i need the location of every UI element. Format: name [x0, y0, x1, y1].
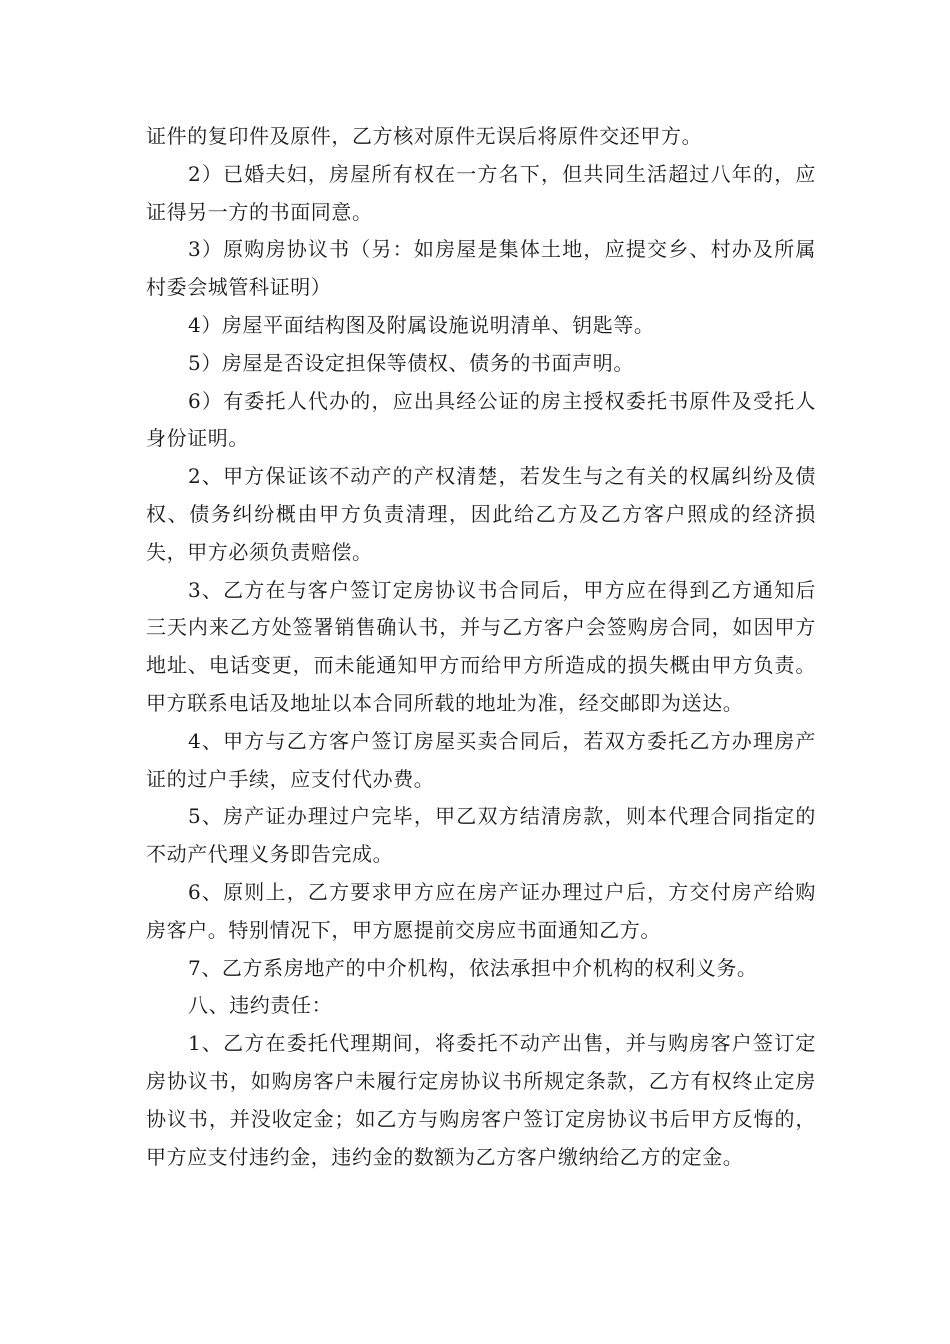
paragraph: 3、乙方在与客户签订定房协议书合同后，甲方应在得到乙方通知后三天内来乙方处签署销售确认书，并与乙方客户会签购房合同，如因甲方地址、电话变更，而未能通知甲方而给甲方所造成的损失概由甲方负责。甲方联系电话及地址以本合同所载的地址为准，经交邮即为送达。 [146, 577, 816, 715]
paragraph: 5）房屋是否设定担保等债权、债务的书面声明。 [188, 350, 634, 375]
paragraph: 3）原购房协议书（另：如房屋是集体土地，应提交乡、村办及所属村委会城管科证明） [146, 237, 816, 300]
paragraph: 4、甲方与乙方客户签订房屋买卖合同后，若双方委托乙方办理房产证的过户手续，应支付代办费。 [146, 728, 816, 791]
document-body [146, 118, 816, 1176]
paragraph: 2、甲方保证该不动产的产权清楚，若发生与之有关的权属纠纷及债权、债务纠纷概由甲方负责清理，因此给乙方及乙方客户照成的经济损失，甲方必须负责赔偿。 [146, 464, 816, 564]
paragraph: 6、原则上，乙方要求甲方应在房产证办理过户后，方交付房产给购房客户。特别情况下，甲方愿提前交房应书面通知乙方。 [146, 879, 816, 942]
paragraph: 5、房产证办理过户完毕，甲乙双方结清房款，则本代理合同指定的不动产代理义务即告完成。 [146, 804, 816, 867]
paragraph: 2）已婚夫妇，房屋所有权在一方名下，但共同生活超过八年的，应证得另一方的书面同意。 [146, 161, 816, 224]
paragraph: 证件的复印件及原件，乙方核对原件无误后将原件交还甲方。 [146, 124, 703, 148]
paragraph: 4）房屋平面结构图及附属设施说明清单、钥匙等。 [188, 312, 655, 337]
section-heading: 八、违约责任： [188, 993, 333, 1018]
paragraph: 1、乙方在委托代理期间，将委托不动产出售，并与购房客户签订定房协议书，如购房客户未履行定房协议书所规定条款，乙方有权终止定房协议书，并没收定金；如乙方与购房客户签订定房协议书后甲方反悔的，甲方应支付违约金，违约金的数额为乙方客户缴纳给乙方的定金。 [146, 1031, 816, 1169]
paragraph: 7、乙方系房地产的中介机构，依法承担中介机构的权利义务。 [188, 955, 758, 980]
paragraph: 6）有委托人代办的，应出具经公证的房主授权委托书原件及受托人身份证明。 [146, 388, 816, 451]
